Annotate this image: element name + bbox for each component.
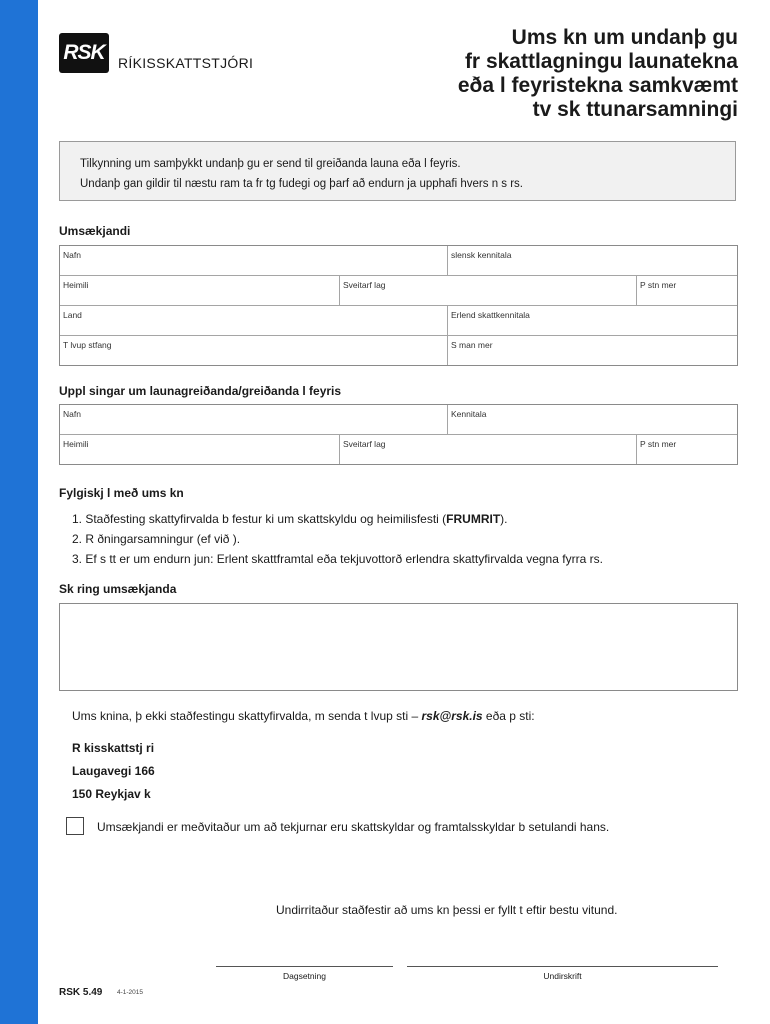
attachments-list [72,509,603,569]
applicant-kennitala-field[interactable] [447,246,737,275]
rsk-logo [59,33,109,73]
applicant-address-field[interactable] [60,276,339,305]
applicant-phone-field[interactable] [447,336,737,365]
notice-line-1: Tilkynning um samþykkt undanþ gu er send til greiðanda launa eða l feyris. [80,158,461,170]
instructions-text-b: eða p sti: [482,709,535,723]
field-label: Nafn [63,409,81,419]
signature-line[interactable] [407,966,718,967]
payer-kennitala-field[interactable] [447,405,737,434]
field-label: Land [63,310,82,320]
attachment-item-1-end: ). [500,512,508,526]
notice-box [59,141,736,201]
awareness-checkbox[interactable] [66,817,84,835]
applicant-postal-field[interactable] [636,276,737,305]
date-line[interactable] [216,966,393,967]
field-label: Erlend skattkennitala [451,310,530,320]
blue-side-stripe [0,0,38,1024]
date-label: Dagsetning [282,971,326,981]
mailing-address [72,737,155,806]
applicant-foreign-id-field[interactable] [447,306,737,335]
agency-name: RÍKISSKATTSTJÓRI [118,55,254,71]
payer-name-field[interactable] [60,405,447,434]
attachment-item-1 [72,509,603,529]
field-label: S man mer [451,340,493,350]
applicant-email-field[interactable] [60,336,447,365]
address-line-1: R kisskattstj ri [72,741,155,755]
form-title-line-4: tv sk ttunarsamningi [532,98,738,121]
form-title-line-2: fr skattlagningu launatekna [464,50,738,73]
payer-postal-field[interactable] [636,435,737,464]
explanation-textarea[interactable] [59,603,738,691]
applicant-heading: Umsækjandi [59,224,131,238]
applicant-municipality-field[interactable] [339,276,636,305]
payer-grid [59,404,738,465]
address-line-3: 150 Reykjav k [72,787,151,801]
awareness-text: Umsækjandi er meðvitaður um að tekjurnar eru skattskyldar og framtalsskyldar b setulandi hans. [97,820,610,834]
rsk-email-link[interactable]: rsk@rsk.is [421,709,483,723]
form-date: 4-1-2015 [117,989,144,996]
attachment-item-3: 3. Ef s tt er um endurn jun: Erlent skattframtal eða tekjuvottorð erlendra skattyfirvalda vegna fyrra rs. [72,552,603,566]
field-label: Sveitarf lag [343,280,386,290]
form-code: RSK 5.49 [59,987,103,998]
field-label: Sveitarf lag [343,439,386,449]
payer-row-2 [60,434,737,464]
applicant-row-4 [60,335,737,365]
notice-line-2: Undanþ gan gildir til næstu ram ta fr tg fudegi og þarf að endurn ja upphafi hvers n s rs. [80,178,524,190]
field-label: slensk kennitala [451,250,512,260]
field-label: P stn mer [640,439,677,449]
attachments-heading: Fylgiskj l með ums kn [59,486,184,500]
form-title-line-1: Ums kn um undanþ gu [511,26,738,49]
applicant-country-field[interactable] [60,306,447,335]
payer-heading: Uppl singar um launagreiðanda/greiðanda l feyris [59,384,342,398]
signature-statement: Undirritaður staðfestir að ums kn þessi er fyllt t eftir bestu vitund. [276,903,618,917]
field-label: P stn mer [640,280,677,290]
attachment-item-1-text: 1. Staðfesting skattyfirvalda b festur ki um skattskyldu og heimilisfesti ( [72,512,447,526]
instructions-text-a: Ums knina, þ ekki staðfestingu skattyfirvalda, m senda t lvup sti – [72,709,422,723]
applicant-row-3 [60,305,737,335]
applicant-row-1 [60,246,737,275]
original-emphasis: FRUMRIT [446,512,501,526]
applicant-name-field[interactable] [60,246,447,275]
logo-text: RSK [63,41,105,64]
field-label: Nafn [63,250,81,260]
explanation-heading: Sk ring umsækjanda [59,582,177,596]
field-label: Heimili [63,280,89,290]
form-title-line-3: eða l feyristekna samkvæmt [457,74,738,97]
payer-address-field[interactable] [60,435,339,464]
applicant-grid [59,245,738,366]
payer-row-1 [60,405,737,434]
applicant-row-2 [60,275,737,305]
submission-instructions [72,709,535,723]
form-title [338,26,738,122]
field-label: T lvup stfang [63,340,112,350]
field-label: Heimili [63,439,89,449]
address-line-2: Laugavegi 166 [72,764,155,778]
payer-municipality-field[interactable] [339,435,636,464]
signature-label: Undirskrift [543,971,582,981]
field-label: Kennitala [451,409,487,419]
attachment-item-2: 2. R ðningarsamningur (ef við ). [72,532,241,546]
